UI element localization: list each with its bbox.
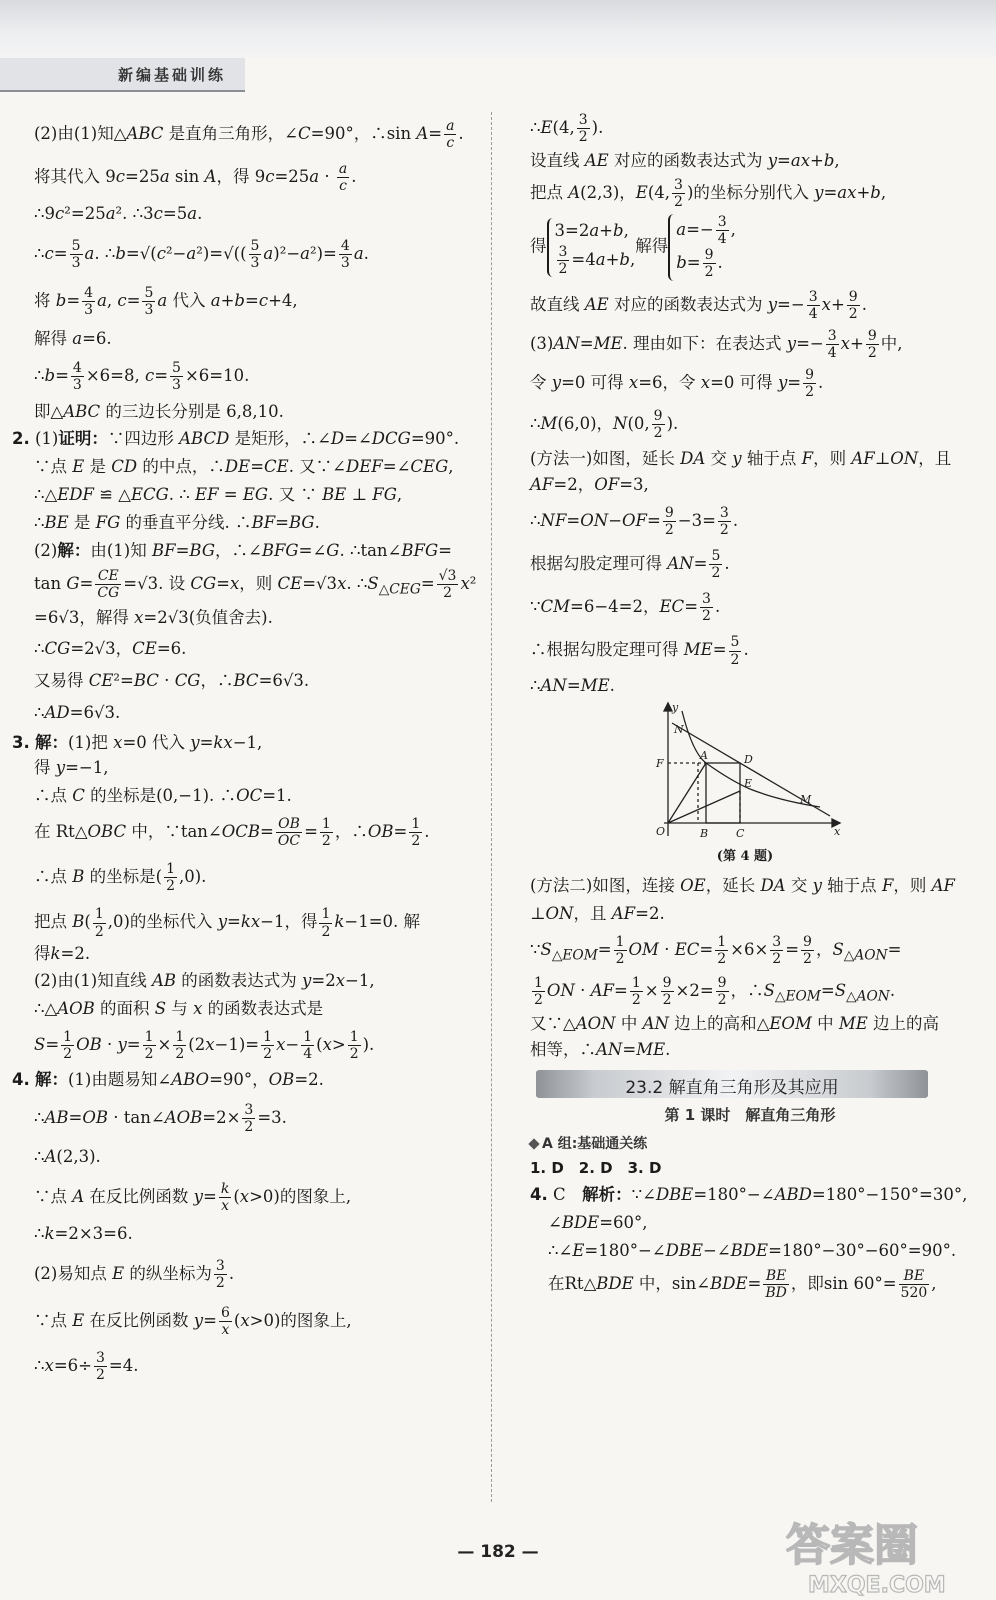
text-line: 故直线 AE 对应的函数表达式为 y=− $\frac{3}{4}$ x+ $\frac{9}{2}$ .	[530, 288, 867, 322]
label-B: B	[700, 827, 709, 841]
text-line: ∵点 E 是 CD 的中点，∴DE=CE. 又∵∠DEF=∠CEG,	[34, 457, 454, 477]
text-line: 在 Rt△OBC 中，∵tan∠OCB= $\frac{OB}{OC}$ = $\frac{1}{2}$ ，∴OB= $\frac{1}{2}$ .	[34, 816, 430, 850]
column-divider	[491, 112, 492, 1502]
figure-caption: (第 4 题)	[716, 849, 774, 865]
text-line: =6√3，解得 x=2√3(负值舍去).	[34, 607, 273, 627]
text-line: $\frac{1}{2}$ ON · AF= $\frac{1}{2}$ × $\frac{9}{2}$ ×2= $\frac{9}{2}$ ，$\therefore S_{\triangle EOM}=S_{\triangle AON}$.	[534, 975, 896, 1009]
text-line: 2. (1)证明：∵四边形 ABCD 是矩形，∴∠D=∠DCG=90°.	[12, 429, 460, 449]
label-E: E	[744, 777, 753, 791]
answers-line: 1. D 2. D 3. D	[530, 1159, 662, 1177]
section-heading	[536, 1070, 928, 1098]
text-line: (方法一)如图，延长 DA 交 y 轴于点 F，则 AF⊥ON，且	[530, 449, 952, 469]
text-line: tan G= $\frac{CE}{CG}$ =√3. 设 CG=x，则 CE=√3x. $\therefore S_{\triangle CEG}=$ $\frac{√3}{2}$ x²	[34, 568, 477, 602]
text-line: ∴b= $\frac{4}{3}$ ×6=8, c= $\frac{5}{3}$ ×6=10.	[34, 360, 250, 394]
text-line: ⊥ON，且 AF=2.	[530, 904, 665, 924]
text-line: $\because S_{\triangle EOM}=$ $\frac{1}{2}$ OM · EC= $\frac{1}{2}$ ×6× $\frac{3}{2}$ = $\frac{9}{2}$ ，$S_{\triangle AON}=$	[530, 934, 902, 968]
text-line: ∴NF=ON−OF= $\frac{9}{2}$ −3= $\frac{3}{2}$ .	[530, 504, 739, 538]
text-line: 把点 B( $\frac{1}{2}$ ,0)的坐标代入 y=kx−1，得 $\frac{1}{2}$ k−1=0. 解	[34, 906, 421, 940]
text-line: 设直线 AE 对应的函数表达式为 y=ax+b,	[530, 151, 840, 171]
text-line: 得 y=−1,	[34, 758, 109, 778]
text-line: ∴∠E=180°−∠DBE−∠BDE=180°−30°−60°=90°.	[548, 1240, 957, 1260]
label-A: A	[700, 749, 708, 763]
text-line: (3)AN=ME. 理由如下：在表达式 y=− $\frac{3}{4}$ x+ $\frac{9}{2}$ 中,	[530, 327, 903, 361]
text-line: ∴△EDF ≌ △ECG. ∴ EF = EG. 又 ∵ BE ⊥ FG,	[34, 484, 403, 504]
label-M: M	[800, 793, 812, 807]
text-line: ∠BDE=60°,	[548, 1212, 648, 1232]
text-line: 把点 A(2,3)，E(4, $\frac{3}{2}$ )的坐标分别代入 y=ax+b,	[530, 176, 887, 211]
text-line: ∴△AOB 的面积 S 与 x 的函数表达式是	[34, 999, 324, 1019]
text-line: 在Rt△BDE 中，sin∠BDE= $\frac{BE}{BD}$ ，即sin 60°= $\frac{BE}{520}$ ,	[548, 1268, 937, 1302]
text-line: (2)易知点 E 的纵坐标为 $\frac{3}{2}$ .	[34, 1257, 235, 1292]
label-y: y	[672, 701, 679, 715]
section-title: 23.2 解直角三角形及其应用	[625, 1078, 839, 1098]
page-number: — 182 —	[457, 1542, 539, 1562]
text-line: AF=2，OF=3,	[530, 475, 649, 495]
text-line: ∴BE 是 FG 的垂直平分线. ∴BF=BG.	[34, 512, 320, 532]
text-line: (2)由(1)知直线 AB 的函数表达式为 y=2x−1,	[34, 971, 375, 991]
text-line: ∴AB=OB · tan∠AOB=2× $\frac{3}{2}$ =3.	[34, 1102, 287, 1136]
series-header: 新编基础训练	[0, 58, 245, 92]
text-line: (2)解：由(1)知 BF=BG，∴∠BFG=∠G. ∴tan∠BFG=	[34, 540, 452, 560]
text-line: ∴M(6,0)，N(0, $\frac{9}{2}$ ).	[530, 408, 679, 442]
text-line: (方法二)如图，连接 OE，延长 DA 交 y 轴于点 F，则 AF	[530, 876, 956, 896]
text-line: ∴c= $\frac{5}{3}$ a. ∴b=√(c²−a²)=√(( $\frac{5}{3}$ a)²−a²)= $\frac{4}{3}$ a.	[34, 238, 369, 272]
diamond-icon	[528, 1138, 539, 1149]
text-line: 将其代入 9c=25a sin A，得 9c=25a · $\frac{a}{c}$ .	[34, 161, 357, 195]
text-line: 又∵△AON 中 AN 边上的高和△EOM 中 ME 边上的高	[530, 1014, 940, 1034]
top-banner	[0, 0, 996, 58]
text-line: S= $\frac{1}{2}$ OB · y= $\frac{1}{2}$ × $\frac{1}{2}$ (2x−1)= $\frac{1}{2}$ x− $\frac{1}{4}$ (x> $\frac{1}{2}$ ).	[34, 1029, 375, 1063]
left-column	[12, 112, 477, 1384]
watermark-url: MXQE.COM	[808, 1573, 946, 1598]
label-C: C	[736, 827, 745, 841]
text-line: 得k=2.	[34, 943, 91, 963]
text-line: 得 3=2a+b, $\frac{3}{2}$ =4a+b, 解得 a=− $\frac{3}{4}$ , b= $\frac{9}{2}$ .	[530, 214, 736, 281]
text-line: ∵点 E 在反比例函数 y= $\frac{6}{x}$ (x>0)的图象上,	[34, 1305, 352, 1339]
text-line: 令 y=0 可得 x=6，令 x=0 可得 y= $\frac{9}{2}$ .	[530, 366, 824, 401]
text-line: ∵CM=6−4=2，EC= $\frac{3}{2}$ .	[530, 591, 721, 625]
right-column	[530, 112, 970, 1302]
text-line: 相等，∴AN=ME.	[530, 1040, 671, 1060]
label-O: O	[656, 825, 666, 839]
label-F: F	[656, 757, 664, 771]
text-line: ∴AN=ME.	[530, 675, 615, 695]
text-line: ∴9c²=25a². ∴3c=5a.	[34, 204, 203, 224]
text-line: 将 b= $\frac{4}{3}$ a, c= $\frac{5}{3}$ a 代入 a+b=c+4,	[34, 285, 298, 319]
text-line: 即△ABC 的三边长分别是 6,8,10.	[34, 401, 284, 421]
label-D: D	[744, 753, 753, 767]
text-line: 4. C 解析：∵∠DBE=180°−∠ABD=180°−150°=30°,	[530, 1185, 968, 1204]
text-line: ∴AD=6√3.	[34, 702, 121, 722]
text-line: ∴E(4, $\frac{3}{2}$ ).	[530, 112, 604, 146]
text-line: 根据勾股定理可得 AN= $\frac{5}{2}$ .	[530, 548, 730, 582]
group-title: A 组:基础通关练	[542, 1136, 648, 1152]
label-x: x	[834, 825, 841, 839]
text-line: 又易得 CE²=BC · CG，∴BC=6√3.	[34, 671, 310, 691]
text-line: (2)由(1)知△ABC 是直角三角形，∠C=90°，∴sin A= $\frac{a}{c}$ .	[34, 118, 464, 152]
text-line: 4. 解：(1)由题易知∠ABO=90°，OB=2.	[12, 1070, 324, 1090]
group-heading	[530, 1133, 970, 1153]
text-line: 解得 a=6.	[34, 328, 112, 348]
text-line: ∴点 C 的坐标是(0,−1). ∴OC=1.	[34, 786, 292, 806]
text-line: ∴根据勾股定理可得 ME= $\frac{5}{2}$ .	[530, 634, 749, 668]
text-line: ∴k=2×3=6.	[34, 1224, 133, 1244]
watermark-logo	[778, 1508, 988, 1598]
label-N: N	[674, 723, 684, 737]
geometry-figure	[650, 701, 850, 841]
text-line: ∴x=6÷ $\frac{3}{2}$ =4.	[34, 1350, 139, 1384]
text-line: ∴点 B 的坐标是( $\frac{1}{2}$ ,0).	[34, 861, 207, 895]
text-line: ∵点 A 在反比例函数 y= $\frac{k}{x}$ (x>0)的图象上,	[34, 1181, 352, 1215]
text-line: 3. 解：(1)把 x=0 代入 y=kx−1,	[12, 732, 263, 752]
lesson-title: 第 1 课时 解直角三角形	[664, 1106, 836, 1124]
text-line: ∴A(2,3).	[34, 1147, 101, 1167]
watermark-text: 答案圈	[786, 1520, 918, 1571]
text-line: ∴CG=2√3，CE=6.	[34, 639, 187, 659]
